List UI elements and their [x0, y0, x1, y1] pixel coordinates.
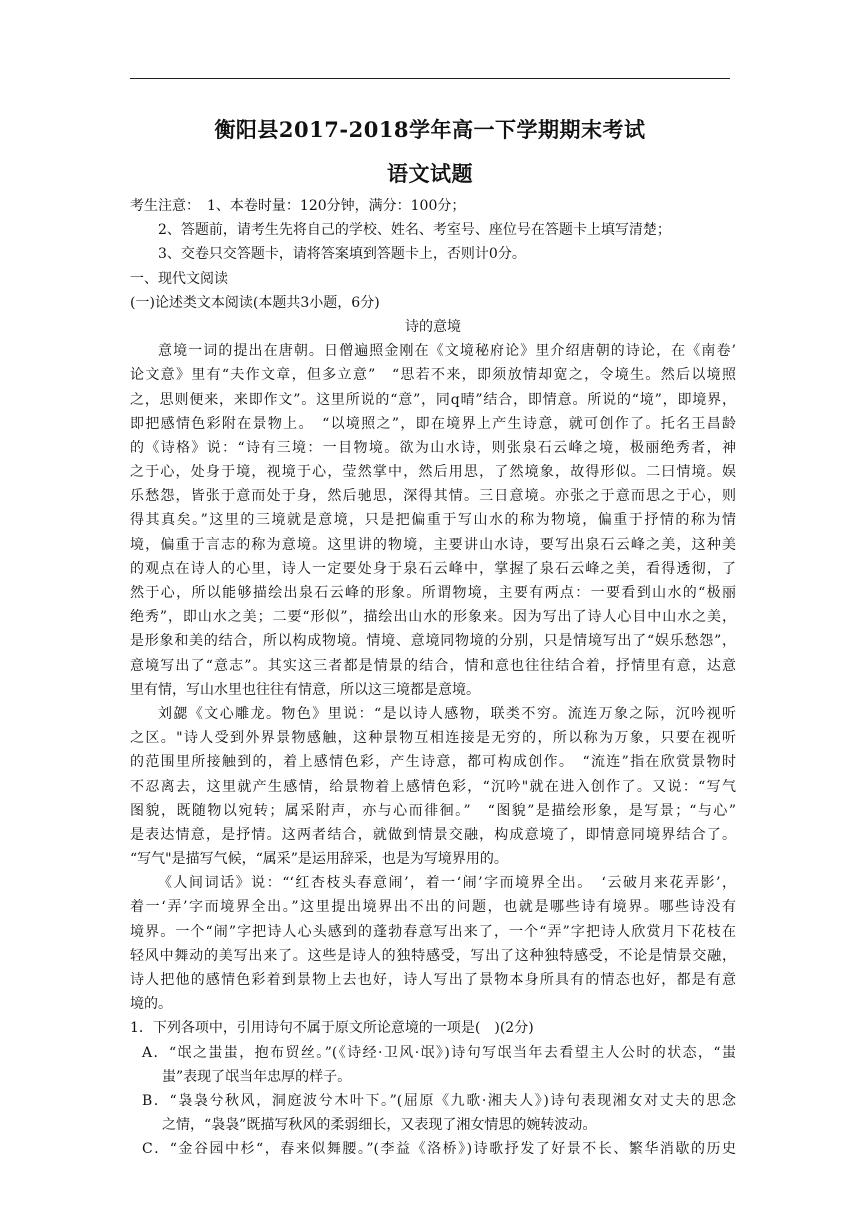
option-a: A．“氓之蚩蚩，抱布贸丝。”(《诗经·卫风·氓》)诗句写氓当年去看望主人公时的状态，“蚩 — [142, 1044, 736, 1061]
passage-line: 的《诗格》说：“诗有三境：一目物境。欲为山水诗，则张泉石云峰之境，极丽绝秀者，神 — [130, 439, 736, 456]
exam-content — [130, 194, 736, 1162]
passage-line: 之于心，处身于境，视境于心，莹然掌中，然后用思，了然境象，故得形似。二曰情境。娱 — [130, 464, 736, 481]
passage-line: 意境一词的提出在唐朝。日僧遍照金刚在《文境秘府论》里介绍唐朝的诗论，在《南卷’ — [158, 343, 736, 360]
passage-line: 然于心，所以能够描绘出泉石云峰的形象。所谓物境，主要有两点：一要看到山水的“极丽 — [130, 585, 736, 601]
option-b: B．“袅袅兮秋风，洞庭波兮木叶下。”(屈原《九歌·湘夫人》)诗句表现湘女对丈夫的思念 — [142, 1092, 736, 1109]
section-heading: 一、现代文阅读 — [130, 270, 228, 287]
passage-line: 得其真矣。”这里的三境就是意境，只是把偏重于写山水的称为物境，偏重于抒情的称为情 — [130, 512, 736, 529]
article-title: 诗的意境 — [405, 318, 461, 335]
passage-line: “写气"是描写气候，“属采”是运用辞采，也是为写境界用的。 — [130, 851, 508, 868]
passage-line: 之，思则便来，来即作文”。这里所说的“意”，同q晴”结合，即情意。所说的“境”，即境界， — [130, 391, 736, 408]
passage-line: 里有情，写山水里也往往有情意，所以这三境都是意境。 — [130, 681, 480, 698]
passage-line: 是形象和美的结合，所以构成物境。情境、意境同物境的分别，只是情境写出了“娱乐愁怨”， — [130, 633, 736, 650]
passage-line: 不忍离去，这里就产生感情，给景物着上感情色彩，“沉吟"就在进入创作了。又说：“写气 — [130, 778, 736, 795]
passage-line: 《人间词话》说：“‘红杏枝头春意闹’，着一‘闹’字而境界全出。 ‘云破月来花弄影’， — [158, 875, 736, 892]
passage-line: 绝秀”，即山水之美；二要“形似”，描绘出山水的形象来。因为写出了诗人心目中山水之美， — [130, 609, 736, 626]
exam-subtitle: 语文试题 — [387, 161, 473, 186]
passage-line: 境界。一个“闹”字把诗人心头感到的蓬勃春意写出来了，一个“弄”字把诗人欣赏月下花枝在 — [130, 923, 736, 940]
section-subheading: (一)论述类文本阅读(本题共3小题，6分) — [130, 294, 380, 311]
passage-line: 的观点在诗人的心里，诗人一定要处身于泉石云峰中，掌握了泉石云峰之美，看得透彻，了 — [130, 560, 736, 577]
passage-line: 刘勰《文心雕龙。物色》里说：“是以诗人感物，联类不穷。流连万象之际，沉吟视听 — [158, 705, 736, 722]
header-rule — [130, 78, 730, 79]
option-a-cont: 蚩”表现了氓当年忠厚的样子。 — [162, 1068, 352, 1085]
passage-line: 境的。 — [130, 996, 172, 1013]
passage-line: 即把感情色彩附在景物上。 “以境照之”，即在境界上产生诗意，就可创作了。托名王昌龄 — [130, 415, 736, 432]
question-stem: 1．下列各项中，引用诗句不属于原文所论意境的一项是( )(2分) — [130, 1020, 534, 1037]
passage-line: 意境写出了“意志”。其实这三者都是情景的结合，情和意也往往结合着，抒情里有意，达意 — [130, 657, 736, 674]
question-1 — [130, 1016, 736, 1161]
passage-line: 图貌，既随物以宛转；属采附声，亦与心而徘徊。” “图貌”是描绘形象，是写景；“与心” — [130, 802, 736, 819]
passage-line: 着一‘弄’字而境界全出。”这里提出境界出不出的问题，也就是哪些诗有境界。哪些诗没有 — [130, 899, 736, 916]
option-b-cont: 之情，“袅袅”既描写秋风的柔弱细长，又表现了湘女情思的婉转波动。 — [162, 1117, 597, 1134]
exam-title: 衡阳县2017-2018学年高一下学期期末考试 — [214, 117, 646, 142]
passage — [130, 339, 736, 1016]
passage-line: 诗人把他的感情色彩着到景物上去也好，诗人写出了景物本身所具有的情态也好，都是有意 — [130, 972, 736, 988]
passage-line: 境，偏重于言志的称为意境。这里讲的物境，主要讲山水诗，要写出泉石云峰之美，这种美 — [130, 536, 736, 553]
notice-line-2: 2、答题前，请考生先将自己的学校、姓名、考室号、座位号在答题卡上填写清楚； — [158, 222, 671, 239]
passage-line: 是表达情意，是抒情。这两者结合，就做到情景交融，构成意境了，即情意同境界结合了。 — [130, 826, 736, 843]
option-c: C．“金谷园中杉“，春来似舞腰。”(李益《洛桥》)诗歌抒发了好景不长、繁华消歇的历史 — [142, 1141, 736, 1158]
notice-line-1: 考生注意： 1、本卷时量：120分钟，满分：100分； — [130, 198, 466, 214]
passage-line: 之区。"诗人受到外界景物感触，这种景物互相连接是无穷的，所以称为万象，只要在视听 — [130, 730, 736, 747]
passage-line: 轻风中舞动的美写出来了。这些是诗人的独特感受，写出了这种独特感受，不论是情景交融， — [130, 947, 736, 964]
notice-line-3: 3、交卷只交答题卡，请将答案填到答题卡上，否则计0分。 — [158, 246, 526, 263]
passage-line: 乐愁怨，皆张于意而处于身，然后驰思，深得其情。三日意境。亦张之于意而思之于心，则 — [130, 488, 736, 505]
passage-line: 论文意》里有“夫作文章，但多立意” “思若不来，即须放情却宽之，令境生。然后以境照 — [130, 367, 736, 384]
passage-line: 的范围里所接触到的，着上感情色彩，产生诗意，都可构成创作。 “流连”指在欣赏景物时 — [130, 754, 736, 771]
